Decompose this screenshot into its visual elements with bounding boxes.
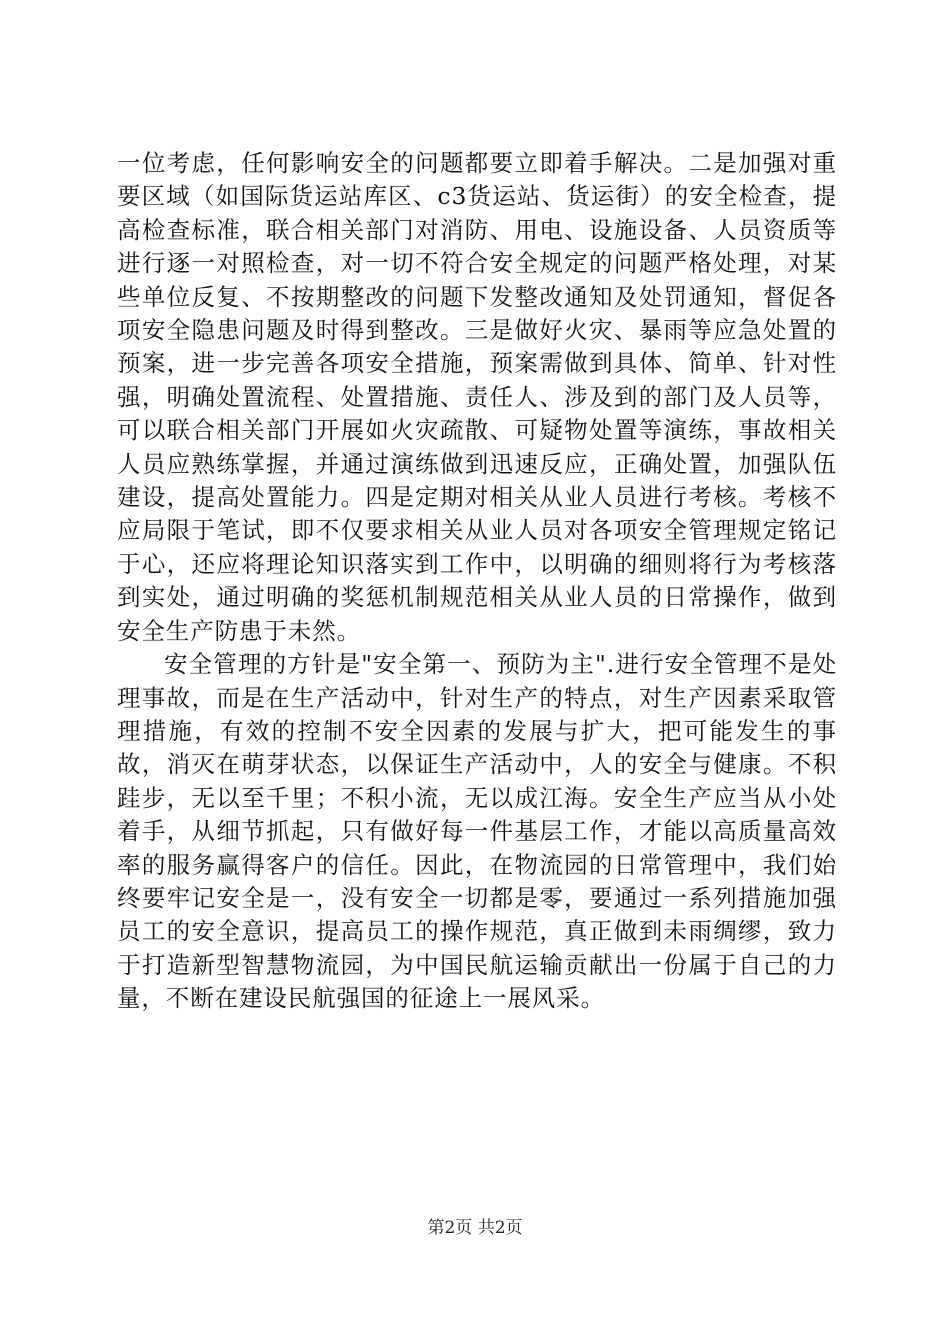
paragraph-continued: 一位考虑，任何影响安全的问题都要立即着手解决。二是加强对重要区域（如国际货运站库区、c3货运站、货运街）的安全检查，提高检查标准，联合相关部门对消防、用电、设施设备、人员资质等进行逐一对照检查，对一切不符合安全规定的问题严格处理，对某些单位反复、不按期整改的问题下发整改通知及处罚通知，督促各项安全隐患问题及时得到整改。三是做好火灾、暴雨等应急处置的预案，进一步完善各项安全措施，预案需做到具体、简单、针对性强，明确处置流程、处置措施、责任人、涉及到的部门及人员等，可以联合相关部门开展如火灾疏散、可疑物处置等演练，事故相关人员应熟练掌握，并通过演练做到迅速反应，正确处置，加强队伍建设，提高处置能力。四是定期对相关从业人员进行考核。考核不应局限于笔试，即不仅要求相关从业人员对各项安全管理规定铭记于心，还应将理论知识落实到工作中，以明确的细则将行为考核落到实处，通过明确的奖惩机制规范相关从业人员的日常操作，做到安全生产防患于未然。 xyxy=(117,149,837,645)
paragraph-safety-policy: 安全管理的方针是"安全第一、预防为主".进行安全管理不是处理事故，而是在生产活动中，针对生产的特点，对生产因素采取管理措施，有效的控制不安全因素的发展与扩大，把可能发生的事故，消灭在萌芽状态，以保证生产活动中，人的安全与健康。不积跬步，无以至千里；不积小流，无以成江海。安全生产应当从小处着手，从细节抓起，只有做好每一件基层工作，才能以高质量高效率的服务赢得客户的信任。因此，在物流园的日常管理中，我们始终要牢记安全是一，没有安全一切都是零，要通过一系列措施加强员工的安全意识，提高员工的操作规范，真正做到未雨绸缪，致力于打造新型智慧物流园，为中国民航运输贡献出一份属于自己的力量，不断在建设民航强国的征途上一展风采。 xyxy=(117,650,837,1013)
document-body xyxy=(117,147,837,1016)
page-footer: 第2页 共2页 xyxy=(427,1218,523,1238)
